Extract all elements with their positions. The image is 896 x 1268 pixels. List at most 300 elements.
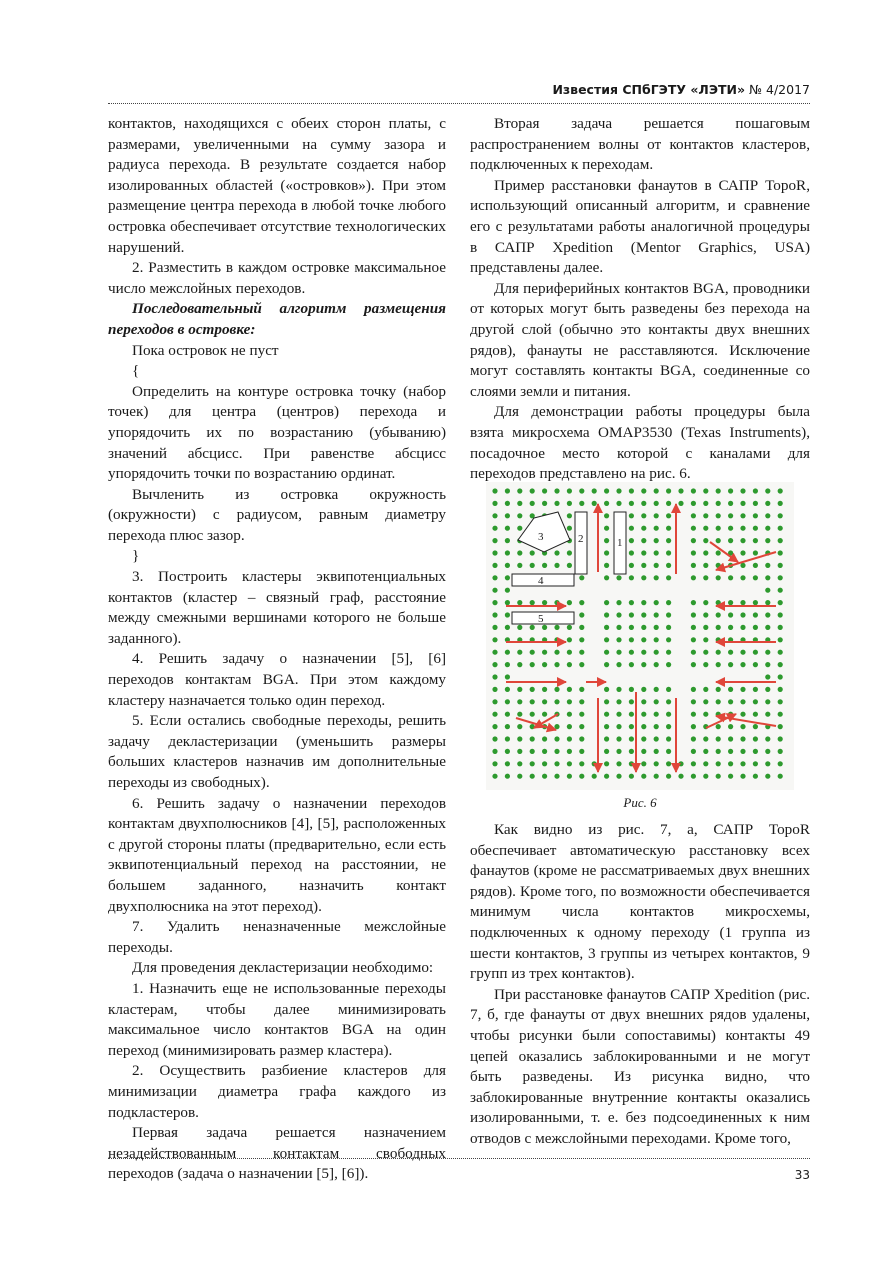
bga-pad <box>505 774 510 779</box>
bga-pad <box>778 736 783 741</box>
bga-pad <box>492 674 497 679</box>
bga-pad <box>778 662 783 667</box>
bga-pad <box>691 749 696 754</box>
bga-pad <box>778 761 783 766</box>
bga-pad <box>716 687 721 692</box>
bga-pad <box>604 662 609 667</box>
bga-pad <box>666 612 671 617</box>
pseudocode-line: { <box>132 362 140 380</box>
bga-pad <box>542 774 547 779</box>
bga-pad <box>554 724 559 729</box>
bga-pad <box>567 736 572 741</box>
bga-pad <box>517 501 522 506</box>
region-label-5: 5 <box>538 613 544 625</box>
bga-pad <box>728 575 733 580</box>
bga-pad <box>629 724 634 729</box>
bga-pad <box>703 761 708 766</box>
bga-pad <box>629 550 634 555</box>
bga-pad <box>517 736 522 741</box>
bga-pad <box>579 749 584 754</box>
bga-pad <box>530 662 535 667</box>
bga-pad <box>604 687 609 692</box>
bga-pad <box>740 625 745 630</box>
algorithm-heading: Последовательный алгоритм размещения переходов в островке: <box>108 300 446 338</box>
bga-pad <box>604 563 609 568</box>
bga-pad <box>666 774 671 779</box>
bga-pad <box>579 736 584 741</box>
bga-pad <box>716 625 721 630</box>
channel-region-3 <box>518 512 570 552</box>
bga-pad <box>517 550 522 555</box>
bga-pad <box>641 761 646 766</box>
bga-pad <box>778 650 783 655</box>
bga-pad <box>666 650 671 655</box>
bga-pad <box>567 563 572 568</box>
bga-pad <box>740 724 745 729</box>
bga-pad <box>616 612 621 617</box>
paragraph: 2. Разместить в каждом островке максимальное число межслойных переходов. <box>108 259 446 297</box>
bga-pad <box>740 712 745 717</box>
bga-pad <box>530 501 535 506</box>
bga-pad <box>654 662 659 667</box>
bga-pad <box>678 501 683 506</box>
bga-pad <box>629 501 634 506</box>
bga-pad <box>604 736 609 741</box>
bga-pad <box>629 650 634 655</box>
bga-pad <box>554 563 559 568</box>
bga-pad <box>604 712 609 717</box>
paragraph: Вычленить из островка окружность (окружности) с радиусом, равным диаметру перехода плюс зазор. <box>108 485 446 544</box>
bga-pad <box>765 736 770 741</box>
bga-pad <box>567 625 572 630</box>
bga-pad <box>691 724 696 729</box>
paragraph: 4. Решить задачу о назначении [5], [6] переходов контактам BGA. При этом каждому кластеру назначается только один переход. <box>108 650 446 709</box>
bga-pad <box>579 761 584 766</box>
bga-pad <box>753 761 758 766</box>
bga-pad <box>567 600 572 605</box>
bga-pad <box>641 662 646 667</box>
bga-pad <box>728 612 733 617</box>
bga-pad <box>567 699 572 704</box>
bga-pad <box>654 625 659 630</box>
bga-pad <box>753 488 758 493</box>
pseudocode-line: } <box>132 547 140 565</box>
bga-pad <box>641 501 646 506</box>
bga-pad <box>492 588 497 593</box>
bga-pad <box>641 538 646 543</box>
bga-pad <box>554 650 559 655</box>
bga-pad <box>505 563 510 568</box>
bga-pad <box>740 699 745 704</box>
bga-pad <box>505 699 510 704</box>
bga-pad <box>567 724 572 729</box>
figure-caption: Рис. 6 <box>623 795 657 810</box>
bga-pad <box>492 712 497 717</box>
bga-pad <box>740 575 745 580</box>
paragraph: Для проведения декластеризации необходимо: <box>132 959 434 977</box>
bga-pad <box>629 600 634 605</box>
bga-pad <box>505 687 510 692</box>
bga-pad <box>505 600 510 605</box>
bga-pad <box>703 625 708 630</box>
bga-pad <box>641 712 646 717</box>
bga-pad <box>629 699 634 704</box>
bga-pad <box>505 674 510 679</box>
bga-pad <box>716 550 721 555</box>
bga-pad <box>728 736 733 741</box>
bga-pad <box>740 563 745 568</box>
bga-pad <box>542 650 547 655</box>
bga-pad <box>517 774 522 779</box>
bga-pad <box>666 637 671 642</box>
bga-pad <box>703 650 708 655</box>
bga-pad <box>753 600 758 605</box>
bga-pad <box>728 538 733 543</box>
bga-pad <box>691 612 696 617</box>
bga-pad <box>765 575 770 580</box>
bga-pad <box>728 650 733 655</box>
bga-pad <box>542 625 547 630</box>
bga-pad <box>654 736 659 741</box>
bga-pad <box>616 724 621 729</box>
paragraph: 7. Удалить неназначенные межслойные переходы. <box>108 918 446 956</box>
bga-pad <box>753 662 758 667</box>
bga-pad <box>517 662 522 667</box>
bga-pad <box>691 699 696 704</box>
bga-pad <box>678 488 683 493</box>
bga-pad <box>740 687 745 692</box>
bga-pad <box>691 774 696 779</box>
bga-pad <box>542 687 547 692</box>
bga-pad <box>765 774 770 779</box>
bga-pad <box>492 612 497 617</box>
bga-pad <box>691 600 696 605</box>
bga-pad <box>492 600 497 605</box>
journal-title: Известия СПбГЭТУ «ЛЭТИ» <box>552 82 746 97</box>
bga-pad <box>554 687 559 692</box>
header-rule <box>108 103 810 104</box>
bga-pad <box>654 501 659 506</box>
bga-pad <box>629 488 634 493</box>
bga-pad <box>567 749 572 754</box>
paragraph: Первая задача решается назначением незадействованным контактам свободных переходов (задача о назначении [5], [6]). <box>108 1124 446 1183</box>
bga-pad <box>542 563 547 568</box>
bga-pad <box>703 501 708 506</box>
bga-pad <box>616 699 621 704</box>
bga-pad <box>641 550 646 555</box>
bga-pad <box>765 513 770 518</box>
bga-pad <box>629 612 634 617</box>
bga-pad <box>567 712 572 717</box>
bga-pad <box>579 699 584 704</box>
bga-pad <box>716 600 721 605</box>
bga-pad <box>728 488 733 493</box>
bga-pad <box>505 513 510 518</box>
bga-pad <box>691 650 696 655</box>
bga-pad <box>666 513 671 518</box>
bga-pad <box>778 637 783 642</box>
bga-pad <box>505 501 510 506</box>
bga-pad <box>629 563 634 568</box>
bga-pad <box>579 724 584 729</box>
bga-pad <box>542 501 547 506</box>
bga-pad <box>641 513 646 518</box>
bga-pad <box>728 662 733 667</box>
bga-pad <box>753 501 758 506</box>
bga-pad <box>542 662 547 667</box>
bga-pad <box>604 637 609 642</box>
bga-pad <box>641 774 646 779</box>
bga-pad <box>765 538 770 543</box>
bga-pad <box>666 712 671 717</box>
bga-pad <box>492 749 497 754</box>
bga-pad <box>666 736 671 741</box>
bga-pad <box>691 563 696 568</box>
bga-pad <box>728 774 733 779</box>
bga-pad <box>629 513 634 518</box>
bga-pad <box>554 662 559 667</box>
bga-pad <box>492 662 497 667</box>
bga-pad <box>604 600 609 605</box>
bga-pad <box>505 588 510 593</box>
bga-pad <box>616 637 621 642</box>
bga-pad <box>579 662 584 667</box>
bga-pad <box>604 612 609 617</box>
bga-pad <box>505 612 510 617</box>
footer-rule <box>108 1158 810 1159</box>
bga-pad <box>740 550 745 555</box>
bga-pad <box>604 501 609 506</box>
bga-pad <box>666 761 671 766</box>
bga-pad <box>517 513 522 518</box>
bga-pad <box>616 736 621 741</box>
bga-pad <box>530 650 535 655</box>
bga-pad <box>616 488 621 493</box>
bga-pad <box>517 488 522 493</box>
bga-pad <box>728 526 733 531</box>
bga-pad <box>616 761 621 766</box>
bga-pad <box>740 526 745 531</box>
bga-fanout-figure <box>486 482 794 790</box>
bga-pad <box>753 563 758 568</box>
bga-pad <box>616 749 621 754</box>
bga-pad <box>703 513 708 518</box>
bga-pad <box>492 687 497 692</box>
bga-pad <box>703 488 708 493</box>
paragraph: контактов, находящихся с обеих сторон платы, с размерами, увеличенными на сумму зазора и радиуса перехода. В результате создается набор изолированных областей («островков»). При этом размещение центра перехода в любой точке любого островка обеспечивает отсутствие технологических нарушений. <box>108 115 446 256</box>
bga-pad <box>567 513 572 518</box>
bga-pad <box>740 749 745 754</box>
bga-pad <box>765 588 770 593</box>
bga-pad <box>554 600 559 605</box>
bga-pad <box>753 774 758 779</box>
bga-pad <box>716 724 721 729</box>
bga-pad <box>641 600 646 605</box>
bga-pad <box>691 761 696 766</box>
paragraph: Определить на контуре островка точку (набор точек) для центра (центров) перехода и упорядочить их по возрастанию (убыванию) значений абсцисс. При равенстве абсцисс упорядочить точки по возрастанию ординат. <box>108 382 446 483</box>
bga-pad <box>716 662 721 667</box>
bga-pad <box>505 625 510 630</box>
bga-pad <box>629 774 634 779</box>
bga-pad <box>753 724 758 729</box>
fanout-arrow <box>716 716 776 726</box>
bga-pad <box>691 736 696 741</box>
bga-pad <box>554 736 559 741</box>
bga-pad <box>765 761 770 766</box>
bga-pad <box>666 550 671 555</box>
bga-pad <box>505 749 510 754</box>
bga-pad <box>542 736 547 741</box>
bga-pad <box>691 575 696 580</box>
bga-pad <box>765 749 770 754</box>
bga-pad <box>530 774 535 779</box>
bga-pad <box>554 488 559 493</box>
bga-pad <box>778 563 783 568</box>
bga-pad <box>505 550 510 555</box>
bga-pad <box>505 712 510 717</box>
bga-pad <box>629 526 634 531</box>
bga-pad <box>728 724 733 729</box>
bga-pad <box>592 501 597 506</box>
bga-pad <box>765 612 770 617</box>
bga-pad <box>604 488 609 493</box>
paragraph: Для периферийных контактов BGA, проводники от которых могут быть разведены без перехода на другой слой (обычно это контакты двух внешних рядов), фанауты не расставляются. Исключение могут составлять контакты BGA, соединенные со слоями земли и питания. <box>470 279 810 400</box>
bga-pad <box>728 625 733 630</box>
region-label-4: 4 <box>538 575 544 587</box>
bga-pad <box>567 774 572 779</box>
bga-pad <box>654 650 659 655</box>
bga-pad <box>505 538 510 543</box>
bga-pad <box>666 625 671 630</box>
bga-pad <box>666 575 671 580</box>
bga-pad <box>740 600 745 605</box>
bga-pad <box>716 774 721 779</box>
bga-pad <box>740 538 745 543</box>
bga-pad <box>728 687 733 692</box>
bga-pad <box>703 612 708 617</box>
bga-pad <box>765 600 770 605</box>
bga-pad <box>703 575 708 580</box>
bga-pad <box>567 662 572 667</box>
bga-pad <box>765 674 770 679</box>
paragraph: 1. Назначить еще не использованные переходы кластерам, чтобы далее минимизировать максимальное число контактов BGA на один переход (минимизировать размер кластера). <box>108 979 446 1059</box>
bga-pad <box>654 699 659 704</box>
bga-pad <box>728 749 733 754</box>
bga-pad <box>716 736 721 741</box>
bga-pad <box>753 749 758 754</box>
bga-pad <box>765 563 770 568</box>
bga-pad <box>641 488 646 493</box>
bga-pad <box>740 501 745 506</box>
bga-pad <box>691 625 696 630</box>
bga-pad <box>530 736 535 741</box>
bga-pad <box>703 774 708 779</box>
bga-pad <box>542 600 547 605</box>
bga-pad <box>703 600 708 605</box>
page-number: 33 <box>794 1168 810 1182</box>
bga-pad <box>517 687 522 692</box>
left-column <box>108 114 446 1185</box>
bga-pad <box>604 761 609 766</box>
right-column-top <box>470 114 810 485</box>
bga-pad <box>604 538 609 543</box>
paragraph: При расстановке фанаутов САПР Xpedition (рис. 7, б, где фанауты от двух внешних рядов удалены, чтобы рисунки были сопоставимы) контакты 49 цепей оказались заблокированными и не могут быть разведены. Из рисунка видно, что заблокированные внутренние контакты оказались изолированными, т. е. без подсоединенных к ним отводов с межслойными переходами. Кроме того, <box>470 985 810 1147</box>
bga-pad <box>654 488 659 493</box>
bga-pad <box>703 637 708 642</box>
bga-pad <box>530 550 535 555</box>
bga-pad <box>505 650 510 655</box>
bga-pad <box>579 687 584 692</box>
bga-pad <box>765 501 770 506</box>
bga-pad <box>592 761 597 766</box>
bga-pad <box>517 712 522 717</box>
bga-pad <box>691 488 696 493</box>
bga-pad <box>641 625 646 630</box>
bga-pad <box>492 736 497 741</box>
bga-pad <box>778 612 783 617</box>
bga-pad <box>666 699 671 704</box>
bga-pad <box>629 575 634 580</box>
bga-pad <box>765 662 770 667</box>
bga-pad <box>691 501 696 506</box>
bga-pad <box>654 513 659 518</box>
bga-pad <box>629 538 634 543</box>
bga-pad <box>505 488 510 493</box>
bga-pad <box>492 488 497 493</box>
bga-pad <box>765 488 770 493</box>
bga-pad <box>530 712 535 717</box>
bga-pad <box>616 625 621 630</box>
bga-pad <box>567 501 572 506</box>
bga-pad <box>530 600 535 605</box>
bga-pad <box>716 501 721 506</box>
bga-pad <box>517 749 522 754</box>
bga-pad <box>641 575 646 580</box>
bga-pad <box>678 761 683 766</box>
bga-pad <box>641 526 646 531</box>
bga-pad <box>641 724 646 729</box>
bga-pad <box>604 550 609 555</box>
bga-pad <box>654 761 659 766</box>
bga-pad <box>542 761 547 766</box>
bga-pad <box>641 699 646 704</box>
bga-pad <box>666 687 671 692</box>
paragraph: Пример расстановки фанаутов в САПР TopoR, использующий описанный алгоритм, и сравнение его с результатами работы аналогичной процедуры в САПР Xpedition (Mentor Graphics, USA) представлены далее. <box>470 176 810 277</box>
bga-pad <box>740 612 745 617</box>
bga-pad <box>554 749 559 754</box>
bga-pad <box>654 563 659 568</box>
bga-pad <box>740 650 745 655</box>
bga-pad <box>542 699 547 704</box>
bga-pad <box>517 699 522 704</box>
bga-pad <box>716 612 721 617</box>
bga-pad <box>728 513 733 518</box>
bga-pad <box>505 724 510 729</box>
bga-pad <box>740 774 745 779</box>
bga-pad <box>629 625 634 630</box>
paragraph: 3. Построить кластеры эквипотенциальных контактов (кластер – связный граф, расстояние между смежными вершинами которого не больше заданного). <box>108 568 446 647</box>
bga-pad <box>604 699 609 704</box>
pseudocode-line: Пока островок не пуст <box>132 341 279 359</box>
bga-pad <box>753 650 758 655</box>
bga-pad <box>765 687 770 692</box>
bga-pad <box>554 550 559 555</box>
bga-pad <box>567 550 572 555</box>
bga-pad <box>517 724 522 729</box>
right-column-bottom <box>470 820 810 1150</box>
bga-pad <box>579 488 584 493</box>
bga-pad <box>492 699 497 704</box>
